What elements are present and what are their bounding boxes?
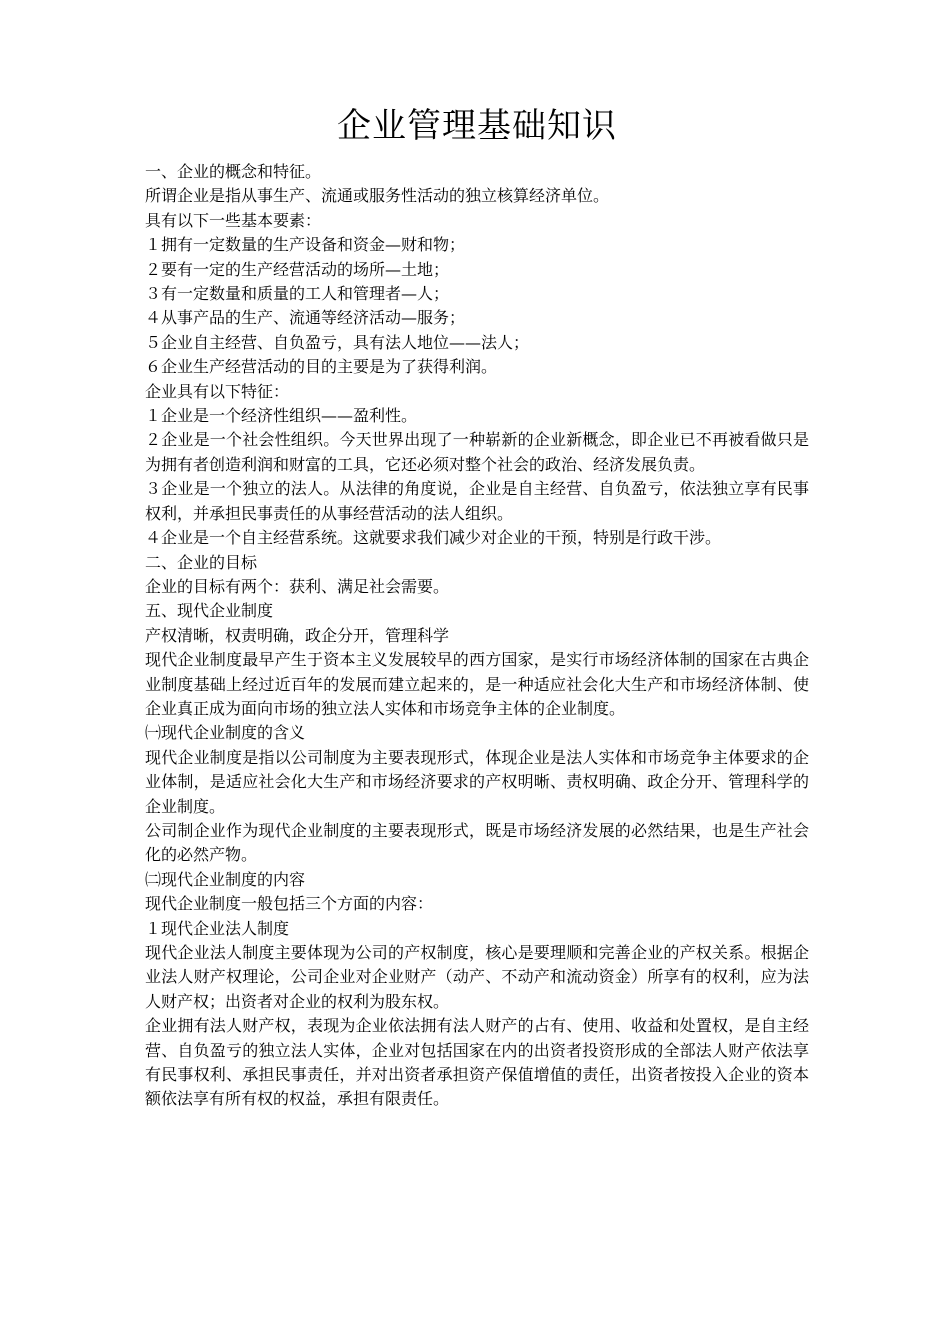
- paragraph-origin: 现代企业制度最早产生于资本主义发展较早的西方国家，是实行市场经济体制的国家在古典企业制度基础上经过近百年的发展而建立起来的，是一种适应社会化大生产和市场经济体制、使企业真正成为面向市场的独立法人实体和市场竞争主体的企业制度。: [145, 650, 809, 718]
- heading-goals: 二、企业的目标: [145, 552, 258, 572]
- paragraph-meaning: 现代企业制度是指以公司制度为主要表现形式，体现企业是法人实体和市场竞争主体要求的企业体制，是适应社会化大生产和市场经济要求的产权明晰、责权明确、政企分开、管理科学的企业制度。: [145, 747, 809, 816]
- paragraph-principles: 产权清晰，权责明确，政企分开，管理科学: [145, 625, 450, 645]
- content-item-1: １现代企业法人制度: [145, 918, 290, 938]
- document-body: [145, 160, 809, 1112]
- feature-item-1: １企业是一个经济性组织——盈利性。: [145, 406, 418, 426]
- element-item-5: ５企业自主经营、自负盈亏，具有法人地位——法人；: [145, 332, 530, 352]
- feature-item-4: ４企业是一个自主经营系统。这就要求我们减少对企业的干预，特别是行政干涉。: [145, 528, 722, 548]
- feature-item-3: ３企业是一个独立的法人。从法律的角度说，企业是自主经营、自负盈亏，依法独立享有民事权利，并承担民事责任的从事经营活动的法人组织。: [145, 479, 809, 523]
- paragraph-goals: 企业的目标有两个：获利、满足社会需要。: [145, 576, 450, 596]
- document-title: 企业管理基础知识: [337, 106, 617, 146]
- element-item-1: １拥有一定数量的生产设备和资金—财和物；: [145, 235, 466, 255]
- paragraph-company-form: 公司制企业作为现代企业制度的主要表现形式，既是市场经济发展的必然结果，也是生产社会化的必然产物。: [145, 820, 809, 865]
- paragraph-content-intro: 现代企业制度一般包括三个方面的内容：: [145, 894, 434, 914]
- paragraph-legal-person-system: 现代企业法人制度主要体现为公司的产权制度，核心是要理顺和完善企业的产权关系。根据企业法人财产权理论，公司企业对企业财产（动产、不动产和流动资金）所享有的权利，应为法人财产权；出资者对企业的权利为股东权。: [145, 943, 809, 1011]
- element-item-4: ４从事产品的生产、流通等经济活动—服务；: [145, 308, 466, 328]
- subheading-content: ㈡现代企业制度的内容: [145, 869, 306, 889]
- heading-concept: 一、企业的概念和特征。: [145, 162, 322, 181]
- paragraph-property-rights: 企业拥有法人财产权，表现为企业依法拥有法人财产的占有、使用、收益和处置权，是自主经营、自负盈亏的独立法人实体，企业对包括国家在内的出资者投资形成的全部法人财产依法享有民事权利、承担民事责任，并对出资者承担资产保值增值的责任，出资者按投入企业的资本额依法享有所有权的权益，承担有限责任。: [145, 1016, 809, 1109]
- subheading-meaning: ㈠现代企业制度的含义: [145, 723, 306, 743]
- element-item-6: ６企业生产经营活动的目的主要是为了获得利润。: [145, 357, 498, 377]
- paragraph-elements-intro: 具有以下一些基本要素：: [145, 210, 322, 230]
- element-item-3: ３有一定数量和质量的工人和管理者—人；: [145, 284, 450, 304]
- heading-modern-system: 五、现代企业制度: [145, 601, 274, 621]
- paragraph-definition: 所谓企业是指从事生产、流通或服务性活动的独立核算经济单位。: [145, 186, 610, 206]
- paragraph-features-intro: 企业具有以下特征：: [145, 381, 290, 401]
- feature-item-2: ２企业是一个社会性组织。今天世界出现了一种崭新的企业新概念，即企业已不再被看做只是为拥有者创造利润和财富的工具，它还必须对整个社会的政治、经济发展负责。: [145, 430, 809, 474]
- element-item-2: ２要有一定的生产经营活动的场所—土地；: [145, 259, 450, 279]
- document-page: [145, 100, 809, 1112]
